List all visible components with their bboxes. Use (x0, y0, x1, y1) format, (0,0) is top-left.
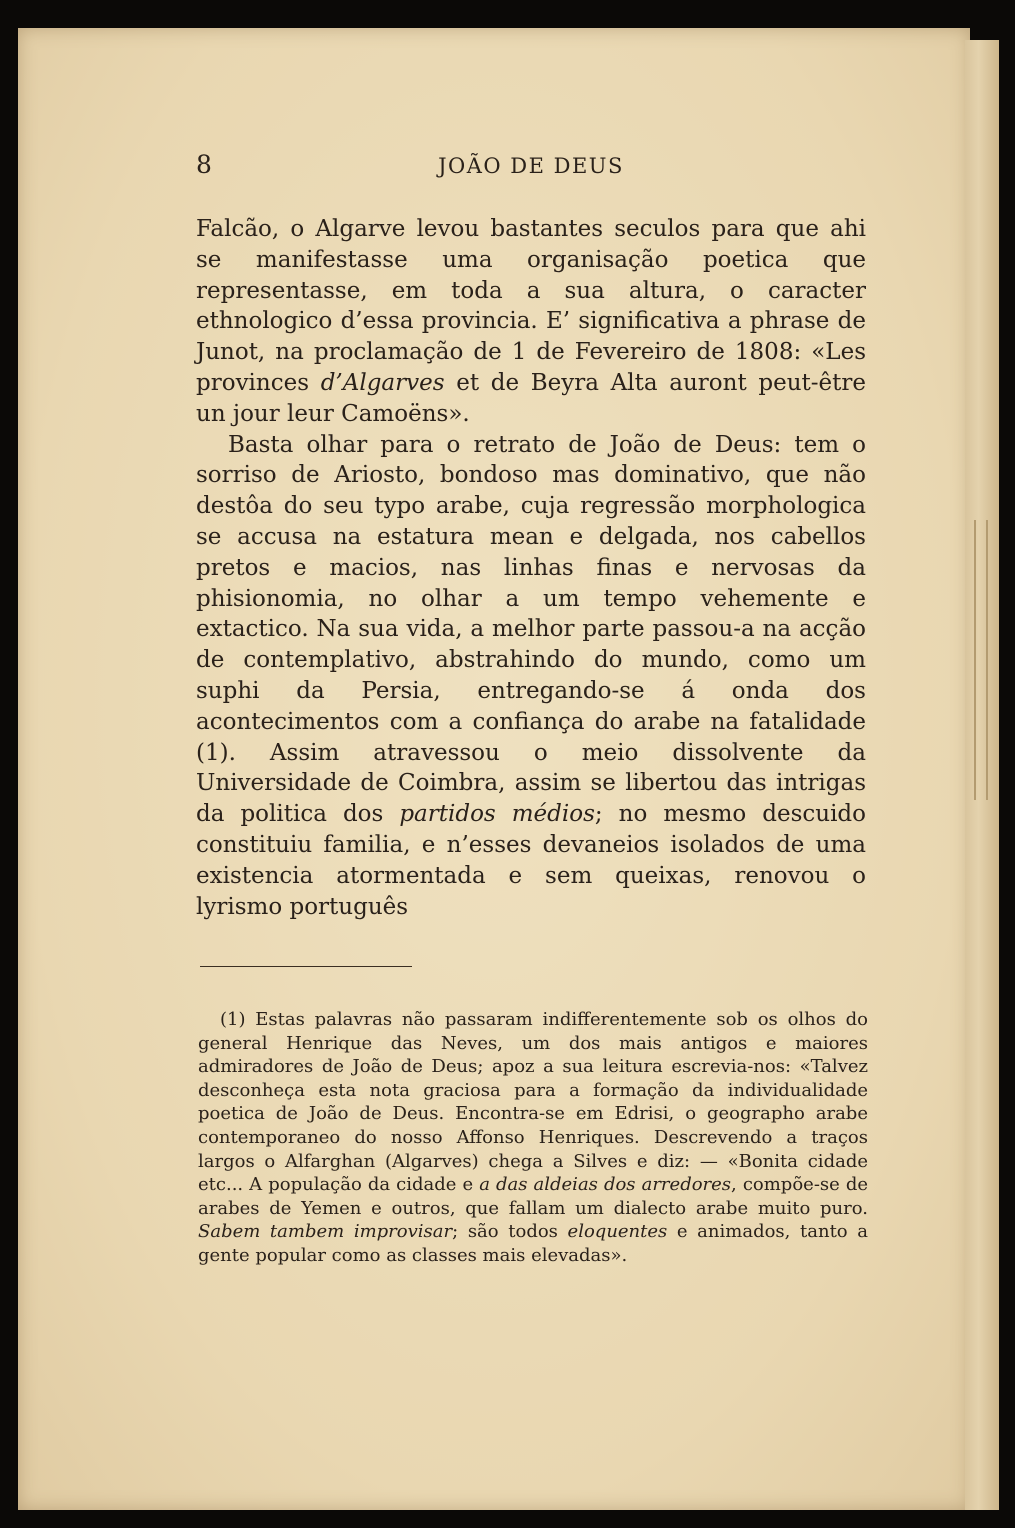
footnote-text-b: , compõe-se de arabes de Yemen e outros, que fallam um dialecto arabe muito puro. (198, 1174, 869, 1219)
footnote (198, 1008, 868, 1268)
paragraph-1-italic: d’Algarves (320, 369, 445, 396)
main-text (196, 214, 866, 922)
footnote-text-c: ; são todos (452, 1221, 568, 1243)
binding-thread (974, 520, 988, 800)
page-number: 8 (196, 150, 212, 179)
paragraph-2-text-a: Basta olhar para o retrato de João de Deus: tem o sorriso de Ariosto, bondoso mas dominativo, que não destôa do seu typo arabe, cuja regressão morphologica se accusa na estatura mean e delgada, nos cabellos pretos e macios, nas linhas finas e nervosas da phisionomia, no olhar a um tempo vehemente e extactico. Na sua vida, a melhor parte passou-a na acção de contemplativo, abstrahindo do mundo, como um suphi da Persia, entregando-se á onda dos acontecimentos com a confiança do arabe na fatalidade (1). Assim atravessou o meio dissolvente da Universidade de Coimbra, assim se libertou das intrigas da politica dos (196, 431, 866, 828)
paragraph-2-text-b: ; no mesmo descuido constituiu familia, e n’esses devaneios isolados de uma existencia atormentada e sem queixas, renovou o lyrismo português (196, 801, 866, 920)
footnote-rule (200, 966, 412, 967)
paragraph-1-text-a: Falcão, o Algarve levou bastantes seculos para que ahi se manifestasse uma organisação poetica que representasse, em toda a sua altura, o caracter ethnologico d’essa provincia. E’ significativa a phrase de Junot, na proclamação de 1 de Fevereiro de 1808: «Les provinces (196, 216, 866, 396)
paragraph-2-italic: partidos médios (399, 801, 595, 828)
footnote-text-d: e animados, tanto a gente popular como as classes mais elevadas». (198, 1221, 868, 1266)
footnote-text-a: (1) Estas palavras não passaram indifferentemente sob os olhos do general Henrique das Neves, um dos mais antigos e maiores admiradores de João de Deus; apoz a sua leitura escrevia-nos: «Talvez desconheça esta nota graciosa para a formação da individualidade poetica de João de Deus. Encontra-se em Edrisi, o geographo arabe contemporaneo do nosso Affonso Henriques. Descrevendo a traços largos o Alfarghan (Algarves) chega a Silves e diz: — «Bonita cidade etc... A população da cidade e (198, 1009, 868, 1196)
paragraph-1-text-b: et de Beyra Alta auront peut-être un jour leur Camoëns». (196, 369, 866, 427)
footnote-italic-3: eloquentes (567, 1221, 668, 1243)
paragraph-1 (196, 214, 866, 430)
running-title: JOÃO DE DEUS (438, 154, 624, 178)
footnote-italic-1: a das aldeias dos arredores (479, 1174, 732, 1196)
footnote-italic-2: Sabem tambem improvisar (198, 1221, 453, 1243)
paragraph-2 (196, 430, 866, 923)
page-header (196, 148, 866, 184)
